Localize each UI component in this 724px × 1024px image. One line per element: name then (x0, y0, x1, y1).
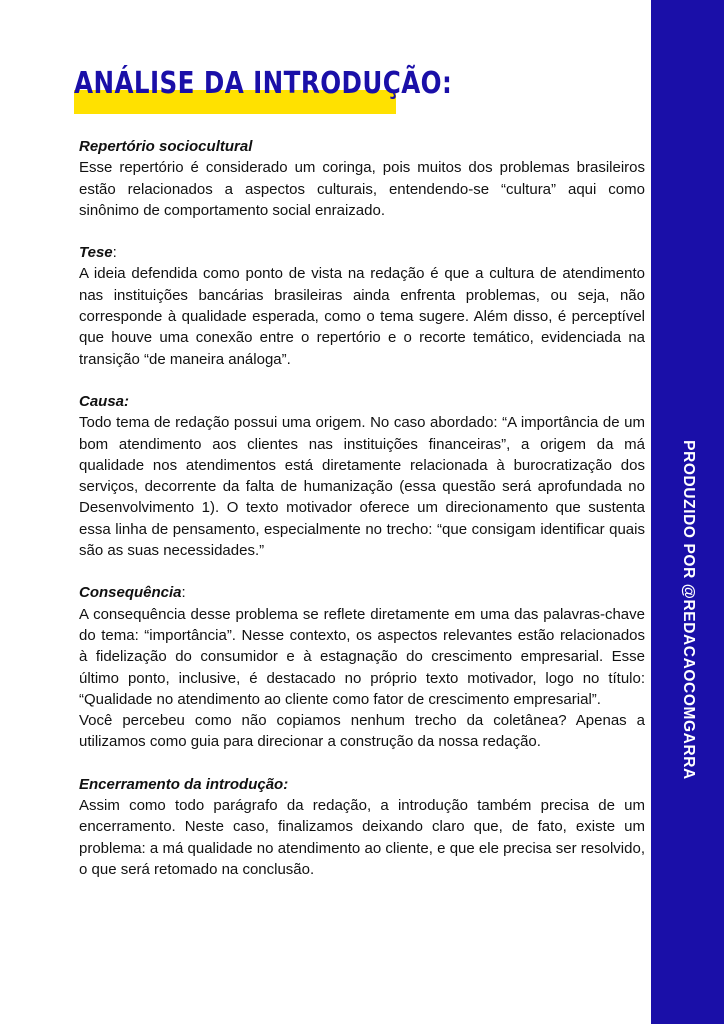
section-heading: Repertório sociocultural (79, 138, 253, 155)
section-paragraph: Todo tema de redação possui uma origem. No caso abordado: “A importância de um bom atendimento aos clientes nas instituições financeiras”, a origem da má qualidade nos atendimentos está diretamente relacionada à burocratização dos serviços, decorrente da falta de humanização (essa questão será aprofundada no Desenvolvimento 1). O texto motivador oferece um direcionamento que sustenta essa linha de pensamento, especialmente no trecho: “que consigam identificar quais são as suas necessidades.” (79, 414, 645, 560)
section-tese (79, 242, 645, 370)
title-block (74, 66, 535, 101)
section-paragraph: A consequência desse problema se reflete diretamente em uma das palavras-chave do tema: “importância”. Nesse contexto, os aspectos relevantes estão relacionados à fidelização do consumidor e à estagnação do crescimento empresarial. Esse último ponto, inclusive, é destacado no próprio texto motivador, logo no título: “Qualidade no atendimento ao cliente como fator de crescimento empresarial”. (79, 605, 645, 708)
section-heading: Tese (79, 244, 113, 262)
content (79, 136, 645, 901)
side-label: PRODUZIDO POR @REDACAOCOMGARRA (679, 440, 697, 780)
section-heading: Causa: (79, 392, 130, 410)
section-consequencia (79, 582, 645, 752)
heading-suffix: : (112, 244, 117, 262)
section-paragraph: A ideia defendida como ponto de vista na redação é que a cultura de atendimento nas instituições bancárias brasileiras ainda enfrenta problemas, ou seja, não corresponde à qualidade esperada, como o tema sugere. Além disso, é perceptível que houve uma conexão entre o repertório e o recorte temático, evidenciada na transição “de maneira análoga”. (79, 265, 645, 368)
page-title: ANÁLISE DA INTRODUÇÃO: (74, 66, 453, 101)
section-paragraph: Assim como todo parágrafo da redação, a introdução também precisa de um encerramento. Neste caso, finalizamos deixando claro que, de fato, existe um problema: a má qualidade no atendimento ao cliente, e que ele precisa ser resolvido, o que será retomado na conclusão. (79, 797, 645, 878)
heading-suffix: : (181, 584, 186, 602)
section-paragraph: Você percebeu como não copiamos nenhum trecho da coletânea? Apenas a utilizamos como guia para direcionar a construção da nossa redação. (79, 712, 645, 751)
side-band (651, 0, 724, 1024)
section-repertorio (79, 136, 645, 221)
section-causa (79, 391, 645, 561)
section-heading: Encerramento da introdução: (79, 775, 289, 793)
section-paragraph: Esse repertório é considerado um coringa, pois muitos dos problemas brasileiros estão relacionados a aspectos culturais, entendendo-se “cultura” aqui como sinônimo de comportamento social enraizado. (79, 159, 645, 219)
section-encerramento (79, 774, 645, 880)
section-heading: Consequência (79, 584, 182, 602)
